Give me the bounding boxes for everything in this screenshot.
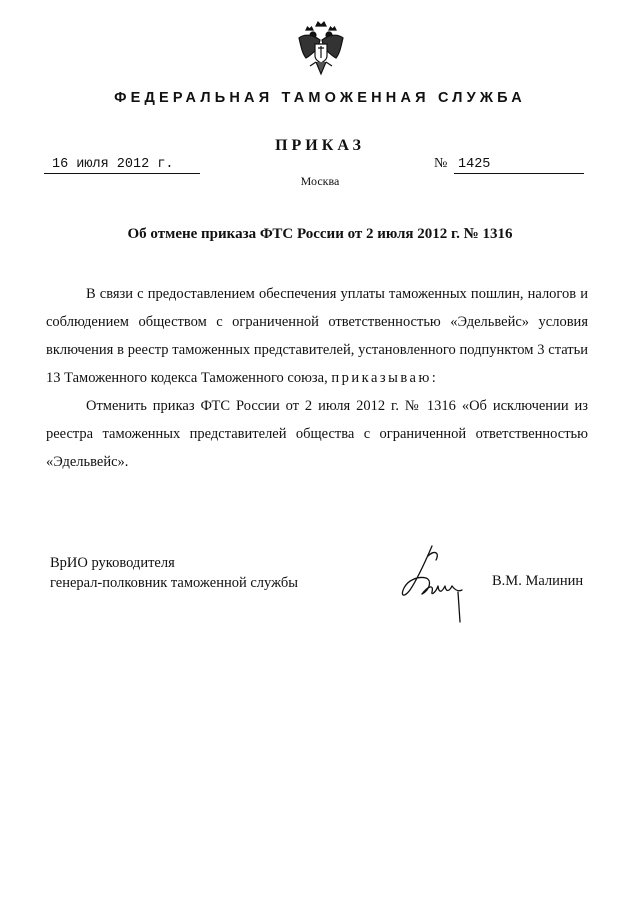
- document-type-heading: ПРИКАЗ: [275, 137, 365, 154]
- signer-position-line-2: генерал-полковник таможенной службы: [50, 575, 299, 591]
- body-paragraph-1: [46, 280, 588, 392]
- signer-position: [50, 553, 298, 593]
- issue-city: Москва: [300, 174, 340, 188]
- agency-name: ФЕДЕРАЛЬНАЯ ТАМОЖЕННАЯ СЛУЖБА: [114, 90, 526, 106]
- body-paragraph-2: Отменить приказ ФТС России от 2 июля 2012 г. № 1316 «Об исключении из реестра таможенных представителей общества с ограниченной ответственностью «Эдельвейс».: [46, 398, 588, 470]
- order-number-field: [454, 155, 584, 174]
- order-number: 1425: [458, 157, 491, 172]
- signer-position-line-1: ВрИО руководителя: [50, 555, 175, 571]
- document-title: Об отмене приказа ФТС России от 2 июля 2012 г. № 1316: [127, 226, 513, 242]
- document-body: [46, 280, 588, 476]
- body-paragraph-1-text: В связи с предоставлением обеспечения уплаты таможенных пошлин, налогов и соблюдением обществом с ограниченной ответственностью «Эдельвейс» условия включения в реестр таможенных представителей, установленного подпунктом 3 статьи 13 Таможенного кодекса Таможенного союза,: [46, 286, 588, 386]
- body-command-word: приказываю:: [331, 370, 439, 386]
- order-number-sign: №: [434, 156, 448, 171]
- handwritten-signature-icon: [392, 540, 472, 630]
- order-date-field: [44, 155, 200, 174]
- coat-of-arms-icon: [296, 20, 346, 80]
- order-date: 16 июля 2012 г.: [52, 157, 174, 172]
- signer-name: В.М. Малинин: [492, 573, 584, 589]
